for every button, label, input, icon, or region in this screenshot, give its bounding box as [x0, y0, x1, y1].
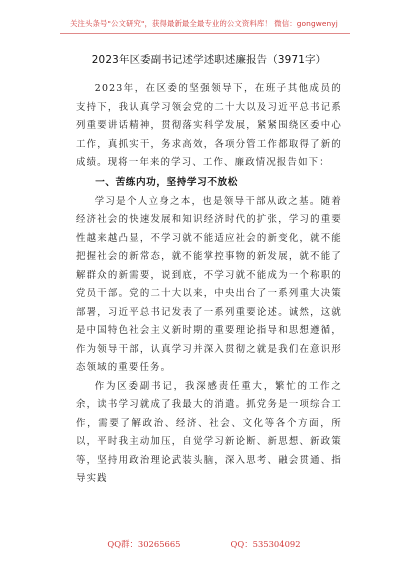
- document-title: 2023年区委副书记述学述职述廉报告（3971字）: [91, 54, 327, 66]
- body-paragraph: 作为区委副书记，我深感责任重大，繁忙的工作之余，读书学习就成了我最大的消遣。抓党务是一项综合工作，需要了解政治、经济、社会、文化等各个方面，所以，平时我主动加压，自觉学习新论断、新思想、新政策等，坚持用政治理论武装头脑，深入思考、融会贯通、指导实践: [76, 380, 342, 484]
- footer-qq-number: QQ：535304092: [230, 539, 301, 549]
- footer-contact: [0, 538, 408, 550]
- section-heading: 一、苦练内功，坚持学习不放松: [95, 176, 238, 188]
- header-divider: [60, 33, 350, 34]
- body-paragraph: 学习是个人立身之本，也是领导干部从政之基。随着经济社会的快速发展和知识经济时代的扩张，学习的重要性越来越凸显，不学习就不能适应社会的新变化，就不能把握社会的新常态，就不能掌控事物的新发展，就不能了解群众的新需要，说到底，不学习就不能成为一个称职的党员干部。党的二十大以来，中央出台了一系列重大决策部署，习近平总书记发表了一系列重要论述。诚然，这就是中国特色社会主义新时期的重要理论指导和思想遵循，作为领导干部，认真学习并深入贯彻之就是我们在意识形态领域的重要任务。: [76, 195, 342, 373]
- document-body: [76, 52, 342, 489]
- footer-qq-group: QQ群：30265665: [107, 539, 181, 549]
- header-banner: 关注头条号"公文研究"，获得最新最全最专业的公文资料库！ 微信：gongwenyj: [70, 19, 338, 28]
- intro-paragraph: 2023年，在区委的坚强领导下，在班子其他成员的支持下，我认真学习领会党的二十大以及习近平总书记系列重要讲话精神，贯彻落实科学发展，紧紧围绕区委中心工作，真抓实干，务求高效，各项分管工作都取得了新的成绩。现将一年来的学习、工作、廉政情况报告如下：: [76, 83, 342, 168]
